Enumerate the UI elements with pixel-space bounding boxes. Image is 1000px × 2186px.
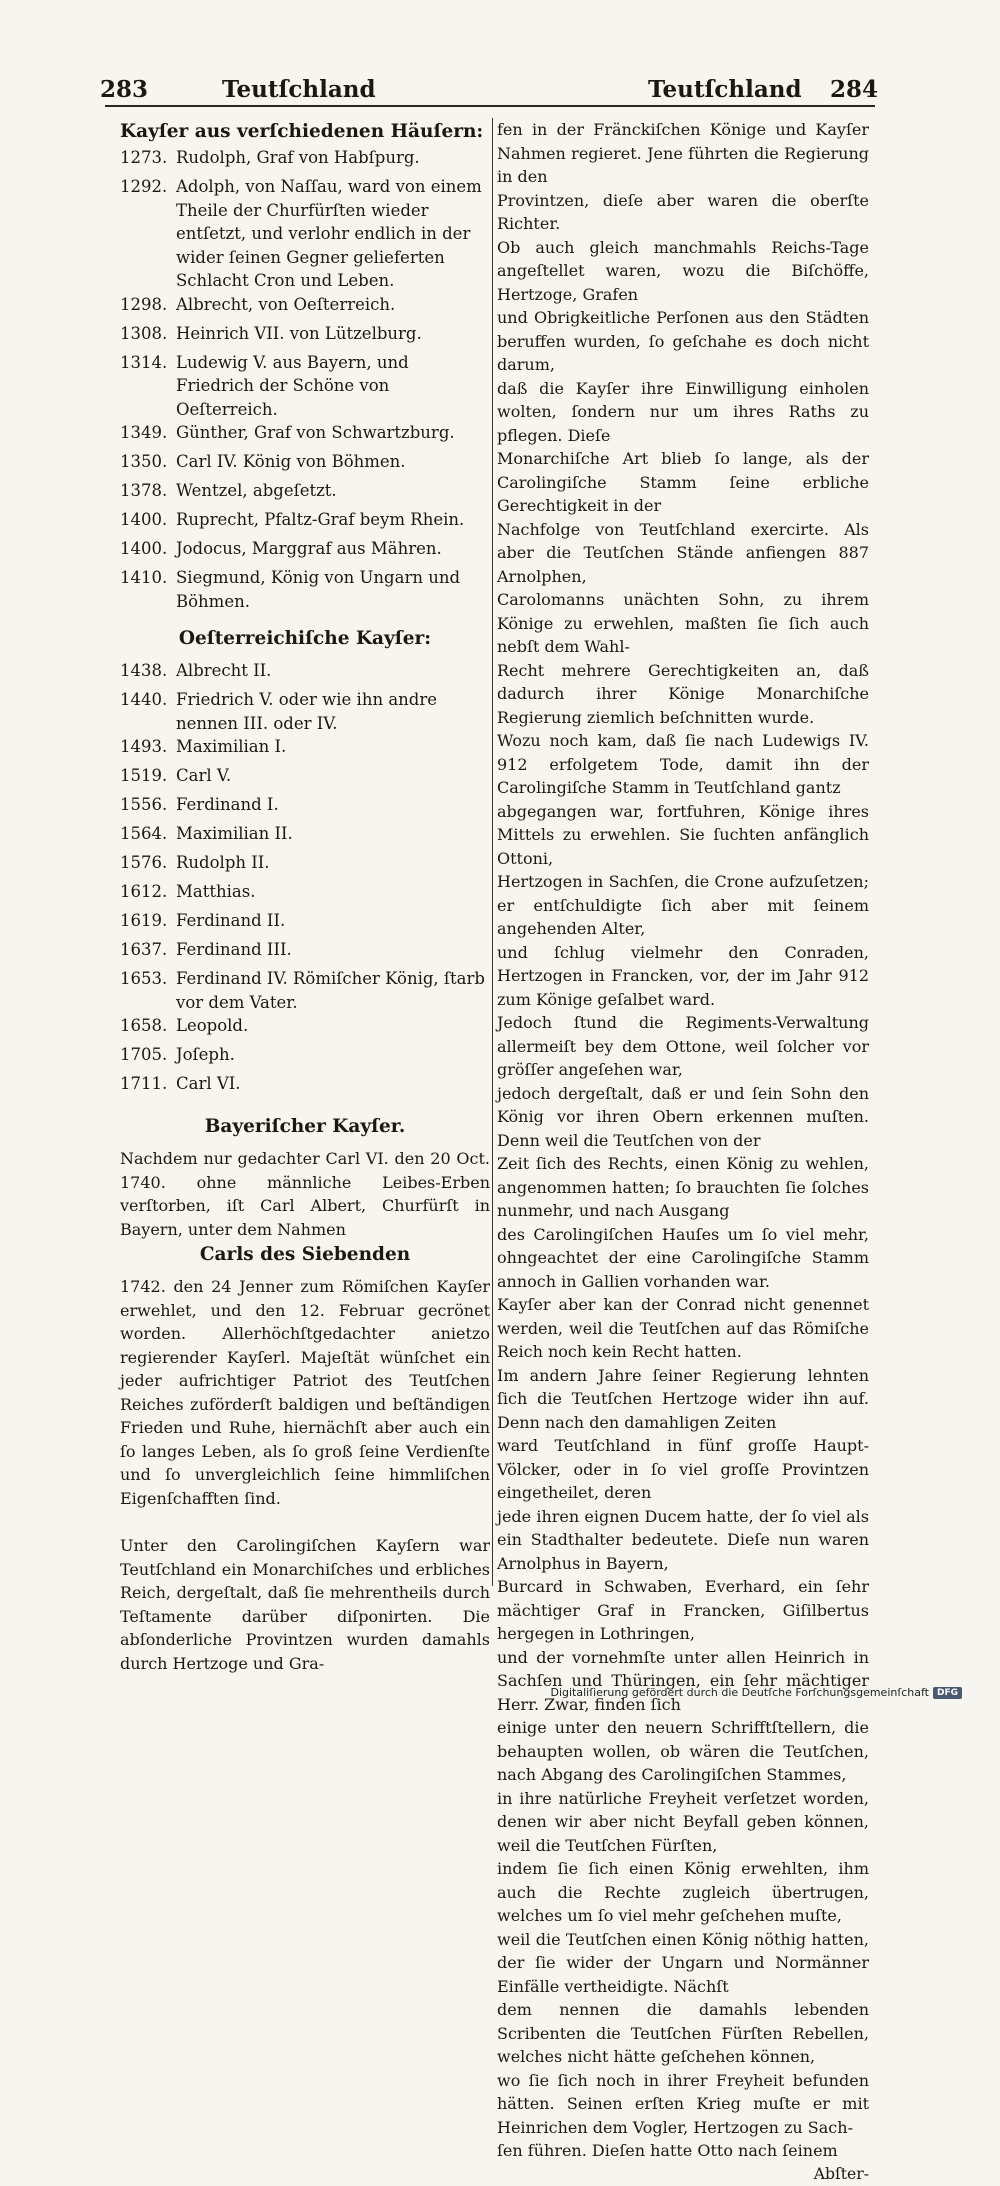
header-rule (105, 105, 875, 107)
entry-year: 1438. (120, 659, 176, 688)
emperor-entry (120, 1072, 490, 1101)
emperor-entry (120, 421, 490, 450)
section-heading: Carls des Siebenden (120, 1241, 490, 1269)
catchword: Abſter- (497, 2163, 869, 2186)
entry-name: Siegmund, König von Ungarn und Böhmen. (176, 566, 490, 613)
entry-name: Friedrich V. oder wie ihn andre nennen III. oder IV. (176, 688, 490, 735)
text-block: Burcard in Schwaben, Everhard, ein ſehr mächtiger Graf in Francken, Giſilbertus hergegen in Lothringen, (497, 1575, 869, 1646)
emperor-entry (120, 450, 490, 479)
emperor-entry (120, 566, 490, 613)
entry-name: Adolph, von Naſſau, ward von einem Theile der Churfürſten wieder entſetzt, und verlohr endlich in der wider ſeinen Gegner gelieferten Schlacht Cron und Leben. (176, 175, 490, 293)
entry-year: 1493. (120, 735, 176, 764)
section-heading: Oeſterreichiſche Kayſer: (120, 625, 490, 653)
entry-year: 1519. (120, 764, 176, 793)
entry-year: 1653. (120, 967, 176, 1014)
entry-name: Jodocus, Marggraf aus Mähren. (176, 537, 490, 566)
right-running-title: Teutſchland (648, 76, 802, 103)
entry-name: Maximilian I. (176, 735, 490, 764)
entry-year: 1292. (120, 175, 176, 293)
entry-year: 1705. (120, 1043, 176, 1072)
entry-name: Carl VI. (176, 1072, 490, 1101)
emperor-entry (120, 659, 490, 688)
text-block: einige unter den neuern Schrifftſtellern, die behaupten wollen, ob wären die Teutſchen, nach Abgang des Carolingiſchen Stammes, (497, 1716, 869, 1787)
text-block: Jedoch ſtund die Regiments-Verwaltung allermeiſt bey dem Ottone, weil ſolcher vor gröſſer angeſehen war, (497, 1011, 869, 1082)
emperor-entry (120, 508, 490, 537)
text-block: Im andern Jahre ſeiner Regierung lehnten ſich die Teutſchen Hertzoge wider ihn auf. Denn nach den damahligen Zeiten (497, 1364, 869, 1435)
entry-year: 1637. (120, 938, 176, 967)
entry-name: Albrecht II. (176, 659, 490, 688)
entry-year: 1400. (120, 508, 176, 537)
right-column (497, 118, 869, 2186)
text-block: Hertzogen in Sachſen, die Crone aufzuſetzen; er entſchuldigte ſich aber mit ſeinem angehenden Alter, (497, 870, 869, 941)
entry-name: Ferdinand III. (176, 938, 490, 967)
text-block: jedoch dergeſtalt, daß er und ſein Sohn den König vor ihren Obern erkennen muſten. Denn weil die Teutſchen von der (497, 1082, 869, 1153)
emperor-entry (120, 1014, 490, 1043)
dfg-logo: DFG (933, 1687, 962, 1699)
emperor-entry (120, 793, 490, 822)
emperor-entry (120, 146, 490, 175)
emperor-entry (120, 938, 490, 967)
text-block: fen in der Fränckiſchen Könige und Kayſer Nahmen regieret. Jene führten die Regierung in den (497, 118, 869, 189)
text-block: dem nennen die damahls lebenden Scribenten die Teutſchen Fürſten Rebellen, welches nicht hätte geſchehen können, (497, 1998, 869, 2069)
text-block: in ihre natürliche Freyheit verſetzet worden, denen wir aber nicht Beyfall geben können, weil die Teutſchen Fürſten, (497, 1787, 869, 1858)
emperor-entry (120, 764, 490, 793)
text-block: indem ſie ſich einen König erwehlten, ihm auch die Rechte zugleich übertrugen, welches um ſo viel mehr geſchehen muſte, (497, 1857, 869, 1928)
footer-credit: Digitaliſierung gefördert durch die Deutſche Forſchungsgemeinſchaft (550, 1686, 929, 1699)
entry-year: 1711. (120, 1072, 176, 1101)
entry-year: 1619. (120, 909, 176, 938)
entry-name: Joſeph. (176, 1043, 490, 1072)
entry-name: Ferdinand II. (176, 909, 490, 938)
emperor-entry (120, 351, 490, 422)
entry-year: 1400. (120, 537, 176, 566)
entry-name: Maximilian II. (176, 822, 490, 851)
text-block: ward Teutſchland in fünf groſſe Haupt-Völcker, oder in ſo viel groſſe Provintzen eingetheilet, deren (497, 1434, 869, 1505)
text-block: Ob auch gleich manchmahls Reichs-Tage angeſtellet waren, wozu die Biſchöffe, Hertzoge, Grafen (497, 236, 869, 307)
entry-name: Matthias. (176, 880, 490, 909)
section-heading: Bayeriſcher Kayſer. (120, 1113, 490, 1141)
text-block: Kayſer aber kan der Conrad nicht genennet werden, weil die Teutſchen auf das Römiſche Reich noch kein Recht hatten. (497, 1293, 869, 1364)
text-block: Nachfolge von Teutſchland exercirte. Als aber die Teutſchen Stände anfiengen 887 Arnolphen, (497, 518, 869, 589)
spacer (120, 613, 490, 625)
paragraph: Nachdem nur gedachter Carl VI. den 20 Oct. 1740. ohne männliche Leibes-Erben verſtorben, iſt Carl Albert, Churfürſt in Bayern, unter dem Nahmen (120, 1147, 490, 1241)
text-block: Recht mehrere Gerechtigkeiten an, daß dadurch ihrer Könige Monarchiſche Regierung ziemlich beſchnitten wurde. (497, 659, 869, 730)
emperor-entry (120, 1043, 490, 1072)
emperor-entry (120, 735, 490, 764)
emperor-entry (120, 537, 490, 566)
entry-year: 1349. (120, 421, 176, 450)
left-page-number: 283 (100, 76, 148, 103)
text-block: Zeit ſich des Rechts, einen König zu wehlen, angenommen hatten; ſo brauchten ſie ſolches nunmehr, und nach Ausgang (497, 1152, 869, 1223)
entry-name: Leopold. (176, 1014, 490, 1043)
emperor-entry (120, 479, 490, 508)
footer (550, 1686, 962, 1699)
entry-name: Heinrich VII. von Lützelburg. (176, 322, 490, 351)
entry-year: 1564. (120, 822, 176, 851)
text-block: wo ſie ſich noch in ihrer Freyheit befunden hätten. Seinen erſten Krieg muſte er mit Heinrichen dem Vogler, Hertzogen zu Sach- (497, 2069, 869, 2140)
left-running-title: Teutſchland (222, 76, 376, 103)
text-block: daß die Kayſer ihre Einwilligung einholen wolten, ſondern nur um ihres Raths zu pflegen. Dieſe (497, 377, 869, 448)
entry-year: 1378. (120, 479, 176, 508)
entry-year: 1658. (120, 1014, 176, 1043)
emperor-entry (120, 688, 490, 735)
right-column-text (497, 118, 869, 2163)
text-block: Monarchiſche Art blieb ſo lange, als der Carolingiſche Stamm ſeine erbliche Gerechtigkeit in der (497, 447, 869, 518)
text-block: jede ihren eignen Ducem hatte, der ſo viel als ein Stadthalter bedeutete. Dieſe nun waren Arnolphus in Bayern, (497, 1505, 869, 1576)
emperor-entry (120, 822, 490, 851)
entry-year: 1612. (120, 880, 176, 909)
spacer (120, 1510, 490, 1534)
emperor-entry (120, 175, 490, 293)
entry-name: Carl V. (176, 764, 490, 793)
entry-name: Rudolph II. (176, 851, 490, 880)
entry-year: 1556. (120, 793, 176, 822)
emperor-entry (120, 967, 490, 1014)
right-page-number: 284 (830, 76, 878, 103)
entry-year: 1308. (120, 322, 176, 351)
entry-name: Ruprecht, Pfaltz-Graf beym Rhein. (176, 508, 490, 537)
entry-name: Carl IV. König von Böhmen. (176, 450, 490, 479)
text-block: und ſchlug vielmehr den Conraden, Hertzogen in Francken, vor, der im Jahr 912 zum Könige geſalbet ward. (497, 941, 869, 1012)
paragraph: Unter den Carolingiſchen Kayſern war Teutſchland ein Monarchiſches und erbliches Reich, dergeſtalt, daß ſie mehrentheils durch Teſtamente darüber diſponirten. Die abſonderliche Provintzen wurden damahls durch Hertzoge und Gra- (120, 1534, 490, 1675)
entry-name: Günther, Graf von Schwartzburg. (176, 421, 490, 450)
text-block: Provintzen, dieſe aber waren die oberſte Richter. (497, 189, 869, 236)
entry-name: Ferdinand I. (176, 793, 490, 822)
column-divider (492, 118, 493, 1586)
entry-year: 1314. (120, 351, 176, 422)
text-block: Wozu noch kam, daß ſie nach Ludewigs IV. 912 erfolgetem Tode, damit ihn der Carolingiſche Stamm in Teutſchland gantz (497, 729, 869, 800)
emperor-entry (120, 293, 490, 322)
emperor-list (120, 659, 490, 1101)
entry-year: 1410. (120, 566, 176, 613)
left-column (120, 118, 490, 1675)
emperor-entry (120, 322, 490, 351)
text-block: und Obrigkeitliche Perſonen aus den Städten beruffen wurden, ſo geſchahe es doch nicht darum, (497, 306, 869, 377)
entry-name: Wentzel, abgeſetzt. (176, 479, 490, 508)
emperor-entry (120, 880, 490, 909)
text-block: ſen führen. Dieſen hatte Otto nach ſeinem (497, 2139, 869, 2163)
text-block: weil die Teutſchen einen König nöthig hatten, der ſie wider der Ungarn und Normänner Einfälle vertheidigte. Nächſt (497, 1928, 869, 1999)
entry-year: 1440. (120, 688, 176, 735)
entry-name: Albrecht, von Oeſterreich. (176, 293, 490, 322)
entry-year: 1298. (120, 293, 176, 322)
entry-year: 1350. (120, 450, 176, 479)
entry-name: Ferdinand IV. Römiſcher König, ſtarb vor dem Vater. (176, 967, 490, 1014)
paragraph: 1742. den 24 Jenner zum Römiſchen Kayſer erwehlet, und den 12. Februar gecrönet worden. Allerhöchſtgedachter anietzo regierender Kayſerl. Majeſtät wünſchet ein jeder aufrichtiger Patriot des Teutſchen Reiches zuförderſt baldigen und beſtändigen Frieden und Ruhe, hiernächſt aber auch ein ſo langes Leben, als ſo groß ſeine Verdienſte und ſo unvergleichlich ſeine himmliſchen Eigenſchafften ſind. (120, 1275, 490, 1510)
entry-name: Ludewig V. aus Bayern, und Friedrich der Schöne von Oeſterreich. (176, 351, 490, 422)
text-block: Carolomanns unächten Sohn, zu ihrem Könige zu erwehlen, maßten ſie ſich auch nebſt dem Wahl- (497, 588, 869, 659)
emperor-entry (120, 851, 490, 880)
emperor-entry (120, 909, 490, 938)
spacer (120, 1101, 490, 1113)
entry-year: 1576. (120, 851, 176, 880)
entry-name: Rudolph, Graf von Habſpurg. (176, 146, 490, 175)
section-heading: Kayſer aus verſchiedenen Häuſern: (120, 118, 490, 146)
entry-year: 1273. (120, 146, 176, 175)
text-block: abgegangen war, fortfuhren, Könige ihres Mittels zu erwehlen. Sie ſuchten anfänglich Ottoni, (497, 800, 869, 871)
text-block: und der vornehmſte unter allen Heinrich in Sachſen und Thüringen, ein ſehr mächtiger Herr. Zwar, finden ſich (497, 1646, 869, 1717)
text-block: des Carolingiſchen Hauſes um ſo viel mehr, ohngeachtet der eine Carolingiſche Stamm annoch in Gallien vorhanden war. (497, 1223, 869, 1294)
emperor-list (120, 146, 490, 613)
